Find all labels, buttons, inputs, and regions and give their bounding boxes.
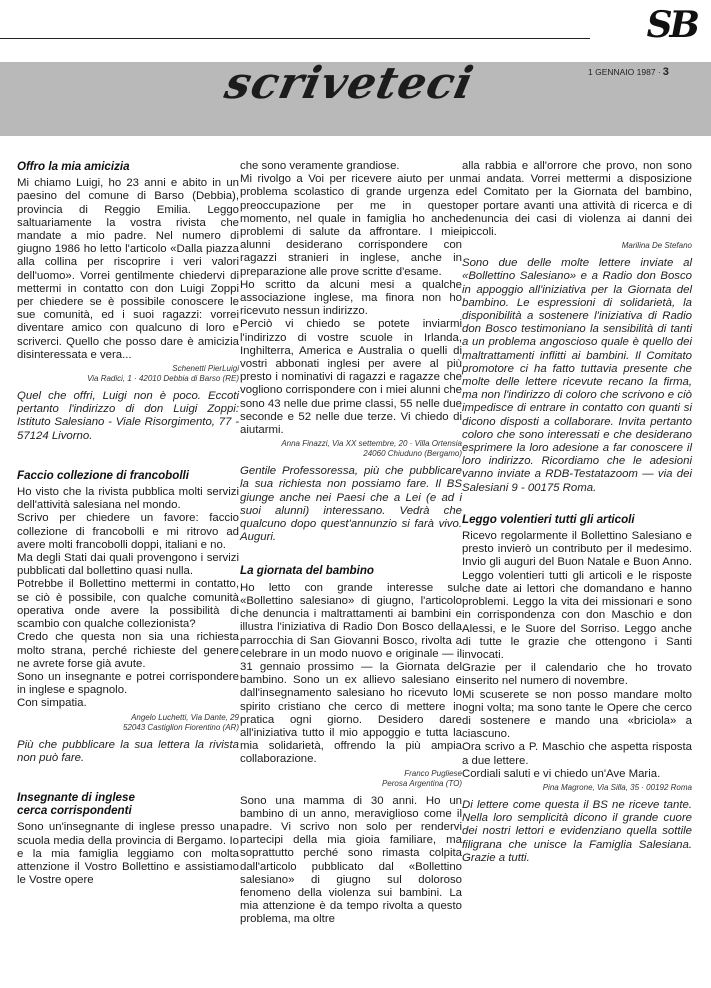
masthead-title: scriveteci <box>220 58 479 109</box>
issue-date: 1 GENNAIO 1987 · <box>588 67 661 77</box>
letter-paragraph: Ho visto che la rivista pubblica molti servizi dell'attività salesiana nel mondo. <box>17 486 239 512</box>
signature-name: Franco Pugliese <box>404 768 462 778</box>
letter-paragraph: Ho scritto da alcuni mesi a qualche associazione inglese, ma finora non ho ricevuto nessun indirizzo. <box>240 278 462 318</box>
letter-paragraph: che sono veramente grandiose. <box>240 160 400 172</box>
letter-body: Ho letto con grande interesse sul «Bollettino salesiano» di giugno, l'articolo che denuncia i maltrattamenti ai bambini e illustra l'iniziativa di Radio Don Bosco della parrocchia di San Giovanni Bosco, rivolta a celebrare in un modo nuovo e originale — il 31 gennaio prossimo — la Giornata del bambino. Sono un ex allievo salesiano e dall'insegnamento salesiano ho ricevuto lo spirito cristiano che cerco di mettere in pratica ogni giorno. Desidero dare all'iniziativa tutto il mio appoggio e tutta la mia solidarietà, offrendo la più ampia collaborazione. <box>240 581 462 766</box>
editor-reply: Di lettere come questa il BS ne riceve tante. Nella loro semplicità dicono il grande cuore dei nostri lettori e evidenziano quella sottile filigrana che unisce la Famiglia Salesiana. Grazie a tutti. <box>462 798 692 864</box>
letter-paragraph: Perciò vi chiedo se potete inviarmi l'indirizzo di vostre scuole in Irlanda, Inghilterra, America e Australia o quelli di vostri abbonati inglesi per avere al più presto i nominativi di ragazzi e ragazze che vogliono corrispondere con i miei alunni che sono 43 nelle due prime classi, 55 nelle due seconde e 52 nelle due terze. Vi chiedo di aiutarmi. <box>240 318 462 437</box>
letter-title: Leggo volentieri tutti gli articoli <box>462 512 635 526</box>
signature-name: Schenetti PierLuigi <box>172 364 239 374</box>
letter-body: alla rabbia e all'orrore che provo, non sono mai andata. Vorrei mettermi a disposizione del Comitato per la Giornata del bambino, per portare avanti una attività di ricerca e di denuncia dei casi di violenza ai danni dei piccoli. <box>462 160 692 239</box>
editor-reply: Più che pubblicare la sua lettera la rivista non può fare. <box>17 738 239 764</box>
editor-reply: Gentile Professoressa, più che pubblicare la sua richiesta non possiamo fare. Il BS giunge anche nei Paesi che a Lei (e ad i suoi alunni) interessano. Vedrà che qualcuno dopo quest'annunzio si farà vivo. Auguri. <box>240 465 462 544</box>
letter-title: Faccio collezione di francobolli <box>17 468 190 482</box>
letter-signature <box>240 439 462 459</box>
letter-paragraph: Ora scrivo a P. Maschio che aspetta risposta a due lettere. <box>462 741 692 767</box>
page-number: 3 <box>662 66 669 78</box>
signature-address: Perosa Argentina (TO) <box>381 778 462 788</box>
letter-paragraph: Ma degli Stati dai quali provengono i servizi pubblicati dal bollettino quasi nulla. <box>17 552 239 578</box>
letter-paragraph: Mi rivolgo a Voi per ricevere aiuto per un problema scolastico di grande urgenza e preoccupazione per me in questo momento, nel quale in famiglia ho anche problemi di salute da affrontare. I miei alunni desiderano corrispondere con ragazzi stranieri in inglese, anche in preparazione alle prove scritte d'esame. <box>240 173 462 278</box>
letter-signature: Marilina De Stefano <box>621 241 692 251</box>
letter-paragraph: Ricevo regolarmente il Bollettino Salesiano e presto invierò un contributo per il medesimo. Invio gli auguri del Buon Natale e Buon Anno. Leggo volentieri tutti gli articoli e le risposte che date ai lettori che domandano e hanno problemi. Leggo la vita dei missionari e sono in corrispondenza con don Maschio e don Alessi, e le Suore del Sorriso. Leggo anche di tutte le grazie che ottengono i Santi invocati. <box>462 530 692 661</box>
letter-body: Mi chiamo Luigi, ho 23 anni e abito in un paesino del comune di Barso (Debbia), provincia di Reggio Emilia. Leggo saltuariamente la vostra rivista che mandate a mio padre. Nel numero di giugno 1986 ho letto l'articolo «Dalla piazza alla collina per riscoprire i veri valori dell'uomo». Vorrei gentilmente chiedervi di mettermi in contatto con don Luigi Zoppi per chiedere se è possibile conoscere le sue comunità, ed i suoi ragazzi: vorrei diventare amico con qualcuno di loro e scriverci. Quello che posso dare è amicizia disinteressata e vera... <box>17 177 239 361</box>
signature-address: 52043 Castiglion Fiorentino (AR) <box>122 722 239 732</box>
signature-address: Via Radici, 1 · 42010 Debbia di Barso (RE) <box>87 374 239 384</box>
column-1 <box>17 160 239 887</box>
letter-paragraph: Grazie per il calendario che ho trovato inserito nel numero di novembre. <box>462 662 692 688</box>
letter-title-line: Insegnante di inglese <box>17 790 135 804</box>
signature-address: 24060 Chiuduno (Bergamo) <box>363 449 462 459</box>
letter-paragraph: Potrebbe il Bollettino mettermi in contatto, se ciò è possibile, con qualche comunità operativa onde avere la possibilità di scambio con qualche collezionista? <box>17 578 239 631</box>
dateline <box>588 66 669 78</box>
letter-title: La giornata del bambino <box>240 564 374 578</box>
letter-signature: Pina Magrone, Via Silla, 35 · 00192 Roma <box>542 782 692 792</box>
letter-signature <box>17 364 239 384</box>
signature-name: Anna Finazzi, Via XX settembre, 20 · Villa Ortensia <box>281 439 462 449</box>
editor-reply: Sono due delle molte lettere inviate al «Bollettino Salesiano» e a Radio don Bosco in appoggio all'iniziativa per la Giornata del bambino. Le espressioni di solidarietà, la disponibilità a sostenere l'iniziativa di Radio don Bosco testimoniano la sensibilità di tanti a un problema angoscioso quale è quello dei maltrattamenti inflitti ai bambini. Il Comitato promotore ci ha fatto tuttavia presente che molte delle lettere ricevute recano la firma, ma non l'indirizzo di coloro che scrivono e ciò impedisce di entrare in contatto con quanti si dicono disposti a collaborare. Invita pertanto coloro che sono interessati e che desiderano esprimere la loro adesione a far conoscere il loro indirizzo. Ricordiamo che le adesioni vanno inviate a RDB-Testatazoom — via dei Salesiani 9 - 00175 Roma. <box>462 257 692 494</box>
bs-logo: SB <box>646 4 697 46</box>
letter-paragraph: Mi scuserete se non posso mandare molto ogni volta; ma sono tante le Opere che cerco di sostenere e mando una «briciola» a ciascuno. <box>462 688 692 741</box>
header-rule <box>0 38 590 39</box>
signature-name: Angelo Luchetti, Via Dante, 29 <box>131 712 239 722</box>
letter-paragraph: Scrivo per chiedere un favore: faccio collezione di francobolli e mi ritrovo ad avere molti francobolli doppi, italiani e no. <box>17 512 239 551</box>
letter-body: Sono un'insegnante di inglese presso una scuola media della provincia di Bergamo. Io e la mia famiglia leggiamo con molta attenzione il Vostro Bollettino e assistiamo le Vostre opere <box>17 821 239 887</box>
letter-paragraph: Credo che questa non sia una richiesta molto strana, perché richieste del genere ne avrete forse già avute. <box>17 631 239 670</box>
letter-title <box>17 791 239 804</box>
editor-reply: Quel che offri, Luigi non è poco. Eccoti pertanto l'indirizzo di don Luigi Zoppi: Istituto Salesiano - Viale Risorgimento, 77 - 57124 Livorno. <box>17 390 239 442</box>
letter-body: Sono una mamma di 30 anni. Ho un bambino di un anno, meraviglioso come il padre. Vi scrivo non solo per rendervi partecipi della mia gioia familiare, ma soprattutto perché sono rimasta colpita dall'articolo pubblicato dal «Bollettino salesiano» di giugno sul doloroso fenomeno della violenza sui bambini. La mia attenzione è da tempo rivolta a questo problema, ma oltre <box>240 794 462 926</box>
letter-paragraph: Con simpatia. <box>17 697 87 710</box>
letter-title: Offro la mia amicizia <box>17 160 130 173</box>
column-2 <box>240 160 462 927</box>
letter-signature <box>17 713 239 733</box>
letter-title-line: cerca corrispondenti <box>17 804 132 818</box>
letter-paragraph: Cordiali saluti e vi chiedo un'Ave Maria. <box>462 767 661 780</box>
letter-title <box>17 804 239 817</box>
column-3 <box>462 160 692 865</box>
letter-signature <box>240 769 462 789</box>
letter-paragraph: Sono un insegnante e potrei corrispondere in inglese e spagnolo. <box>17 670 239 697</box>
